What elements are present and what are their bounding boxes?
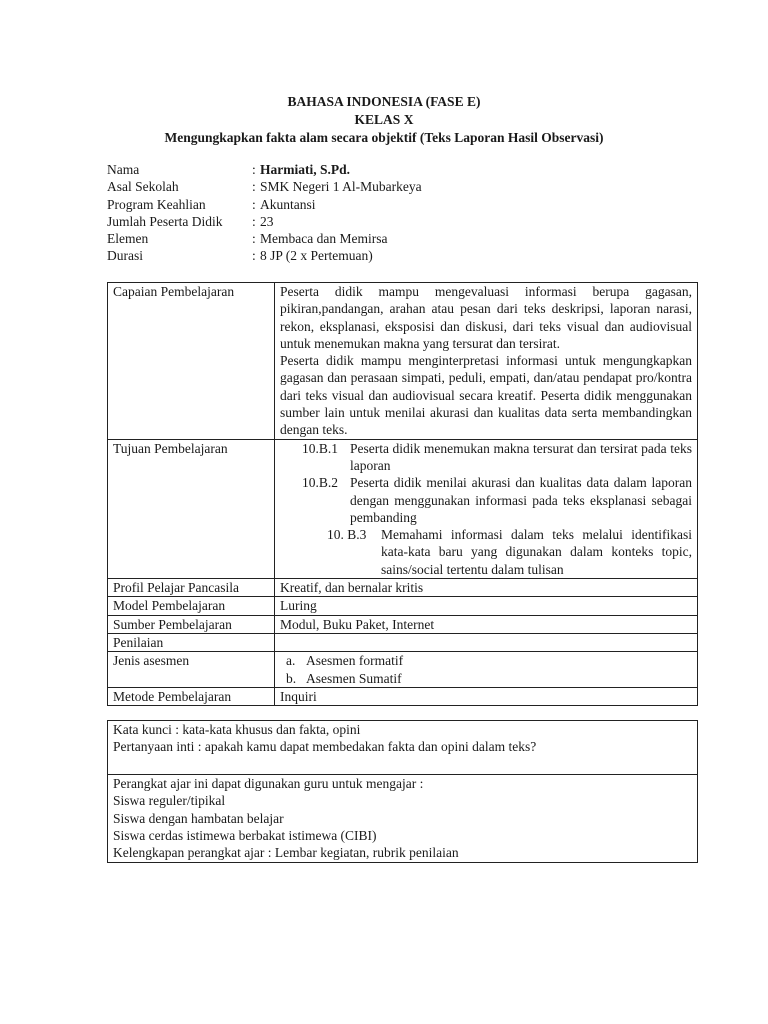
objective-number: 10.B.2 <box>302 475 339 491</box>
info-colon: : <box>252 179 256 195</box>
info-value: 8 JP (2 x Pertemuan) <box>260 248 373 264</box>
info-value: 23 <box>260 213 274 229</box>
topic-title: Mengungkapkan fakta alam secara objektif (Teks Laporan Hasil Observasi) <box>164 130 604 145</box>
capaian-paragraph: Peserta didik mampu mengevaluasi informasi berupa gagasan, pikiran,pandangan, arahan atau pesan dari teks deskripsi, laporan narasi, rekon, eksplanasi, eksposisi dan diskusi, dari teks visual dan audiovisual untuk menemukan makna yang tersurat dan tersirat. <box>280 284 692 351</box>
list-item <box>280 652 692 669</box>
core-question-text: Pertanyaan inti : apakah kamu dapat membedakan fakta dan opini dalam teks? <box>113 739 537 755</box>
info-value: SMK Negeri 1 Al-Mubarkeya <box>260 179 422 195</box>
row-target-students <box>108 775 698 863</box>
notes-table <box>107 720 698 863</box>
list-item <box>280 670 692 687</box>
info-row-nama <box>107 161 422 178</box>
note-line: Siswa dengan hambatan belajar <box>113 810 284 826</box>
info-row-jumlah-peserta <box>107 213 422 230</box>
row-penilaian <box>108 633 698 651</box>
row-tujuan <box>108 439 698 578</box>
info-value: Harmiati, S.Pd. <box>260 162 350 177</box>
info-label: Jumlah Peserta Didik <box>107 213 223 229</box>
cell-tujuan <box>275 439 698 578</box>
objective-text: Memahami informasi dalam teks melalui identifikasi kata-kata baru yang digunakan dalam konteks topic, sains/social tertentu dalam tulisan <box>381 527 692 577</box>
objective-item <box>280 474 692 526</box>
cell-value: Modul, Buku Paket, Internet <box>275 615 698 633</box>
cell-label: Profil Pelajar Pancasila <box>108 579 275 597</box>
objective-item <box>280 526 692 578</box>
cell-jenis-asesmen <box>275 652 698 688</box>
info-label: Elemen <box>107 231 149 247</box>
info-colon: : <box>252 213 256 229</box>
cell-value: Kreatif, dan bernalar kritis <box>275 579 698 597</box>
cell-label: Tujuan Pembelajaran <box>108 439 275 578</box>
info-label: Durasi <box>107 248 143 264</box>
assessment-list <box>280 652 692 687</box>
objective-number: 10. B.3 <box>327 527 367 543</box>
objective-text: Peserta didik menilai akurasi dan kualitas data dalam laporan dengan menggunakan informasi pada teks eksplanasi sebagai pembanding <box>350 475 692 525</box>
objective-text: Peserta didik menemukan makna tersurat dan tersirat pada teks laporan <box>350 440 692 473</box>
info-colon: : <box>252 248 256 264</box>
note-line: Perangkat ajar ini dapat digunakan guru untuk mengajar : <box>113 776 424 791</box>
info-value: Akuntansi <box>260 196 316 212</box>
cell-value: Luring <box>275 597 698 615</box>
info-row-elemen <box>107 230 422 247</box>
identity-info <box>107 161 422 265</box>
cell-label: Penilaian <box>108 633 275 651</box>
row-profil <box>108 579 698 597</box>
row-capaian <box>108 283 698 440</box>
info-colon: : <box>252 196 256 212</box>
list-marker: b. <box>286 670 297 686</box>
info-row-durasi <box>107 247 422 264</box>
learning-plan-table <box>107 282 698 706</box>
cell-label: Jenis asesmen <box>108 652 275 688</box>
note-line: Siswa cerdas istimewa berbakat istimewa (CIBI) <box>113 827 377 843</box>
info-colon: : <box>252 231 256 247</box>
class-title: KELAS X <box>354 112 414 127</box>
capaian-paragraph: Peserta didik mampu menginterpretasi informasi untuk mengungkapkan gagasan dan perasaan simpati, peduli, empati, dan/atau pendapat pro/kontra dari teks visual dan audiovisual secara kreatif. Peserta didik menggunakan sumber lain untuk menilai akurasi dan kualitas data serta membandingkan dengan teks. <box>280 353 692 438</box>
row-jenis-asesmen <box>108 652 698 688</box>
objective-item <box>280 440 692 475</box>
info-label: Nama <box>107 162 140 177</box>
cell-label: Metode Pembelajaran <box>108 687 275 705</box>
info-colon: : <box>252 162 256 177</box>
list-text: Asesmen formatif <box>306 653 404 669</box>
info-label: Program Keahlian <box>107 196 206 212</box>
list-marker: a. <box>286 653 296 669</box>
cell-value <box>275 633 698 651</box>
keywords-text: Kata kunci : kata-kata khusus dan fakta, opini <box>113 722 361 737</box>
note-line: Kelengkapan perangkat ajar : Lembar kegiatan, rubrik penilaian <box>113 845 459 861</box>
cell-label: Capaian Pembelajaran <box>108 283 275 440</box>
list-text: Asesmen Sumatif <box>306 670 402 686</box>
cell-capaian <box>275 283 698 440</box>
info-value: Membaca dan Memirsa <box>260 231 388 247</box>
row-key-question <box>108 721 698 775</box>
objective-number: 10.B.1 <box>302 440 339 456</box>
info-label: Asal Sekolah <box>107 179 179 195</box>
cell-key-question <box>108 721 698 775</box>
info-row-program-keahlian <box>107 196 422 213</box>
cell-target-students <box>108 775 698 863</box>
row-model <box>108 597 698 615</box>
cell-label: Sumber Pembelajaran <box>108 615 275 633</box>
row-sumber <box>108 615 698 633</box>
document-header <box>0 93 768 147</box>
subject-title: BAHASA INDONESIA (FASE E) <box>287 94 481 109</box>
cell-value: Inquiri <box>275 687 698 705</box>
row-metode <box>108 687 698 705</box>
note-line: Siswa reguler/tipikal <box>113 793 226 809</box>
cell-label: Model Pembelajaran <box>108 597 275 615</box>
info-row-asal-sekolah <box>107 178 422 195</box>
